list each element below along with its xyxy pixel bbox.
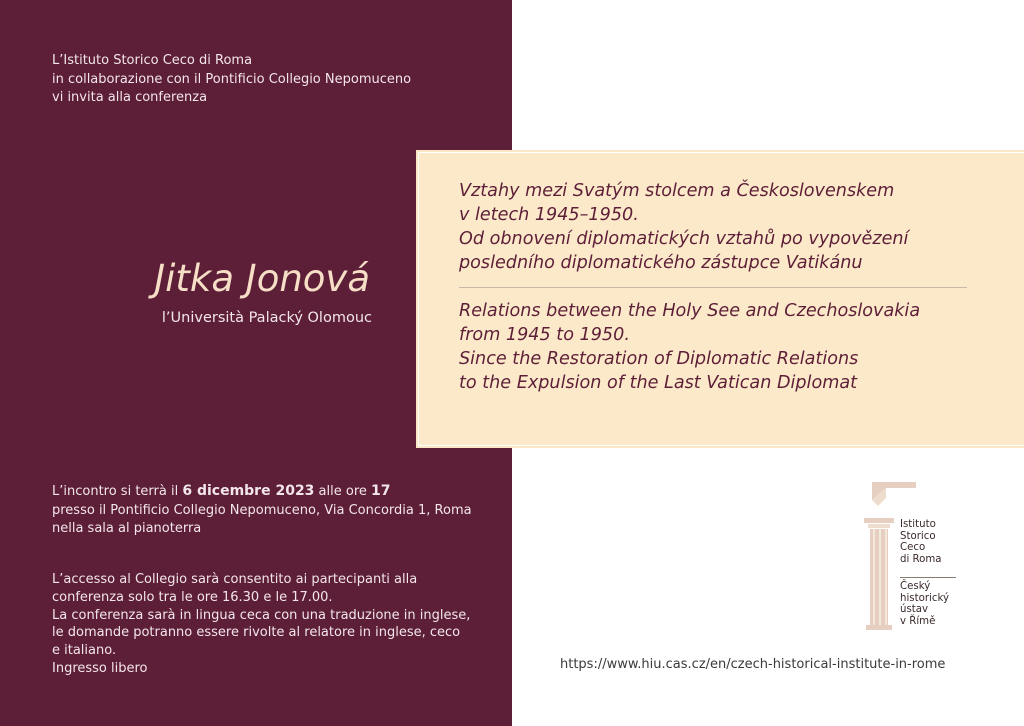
institute-url[interactable]: https://www.hiu.cas.cz/en/czech-historical-institute-in-rome (560, 657, 946, 672)
logo-line: Ceco (900, 542, 926, 554)
title-cz-line: posledního diplomatického zástupce Vatikánu (459, 253, 863, 273)
event-date: 6 dicembre 2023 (182, 483, 315, 499)
logo-line: ústav (900, 604, 929, 616)
event-venue: presso il Pontificio Collegio Nepomuceno, Via Concordia 1, Roma (52, 502, 472, 518)
event-date-line (52, 482, 472, 502)
access-line: le domande potranno essere rivolte al relatore in inglese, ceco (52, 625, 461, 641)
date-prefix: L’incontro si terrà il (52, 484, 183, 499)
title-cz-line: v letech 1945–1950. (459, 205, 639, 225)
title-en-line: Since the Restoration of Diplomatic Relations (459, 349, 859, 369)
logo-divider (900, 577, 956, 578)
intro-text (52, 52, 411, 108)
logo-line: di Roma (900, 553, 942, 565)
title-en-line: to the Expulsion of the Last Vatican Diplomat (459, 373, 858, 393)
speaker-affiliation: l’Università Palacký Olomouc (161, 310, 372, 326)
title-en-line: Relations between the Holy See and Czechoslovakia (459, 301, 921, 321)
title-en-line: from 1945 to 1950. (459, 325, 630, 345)
intro-line: vi invita alla conferenza (52, 90, 208, 105)
lecture-title-box (418, 152, 1024, 446)
hour-prefix: alle ore (314, 484, 372, 499)
lecture-title (459, 179, 979, 395)
logo-text-czech (900, 581, 949, 627)
access-info (52, 571, 470, 678)
logo-line: historický (900, 592, 950, 604)
title-cz-line: Od obnovení diplomatických vztahů po vypovězení (459, 229, 909, 249)
institute-logo (860, 478, 964, 634)
logo-line: Storico (900, 530, 936, 542)
logo-line: Istituto (900, 519, 936, 530)
title-cz-line: Vztahy mezi Svatým stolcem a Československem (459, 181, 895, 201)
intro-line: L’Istituto Storico Ceco di Roma (52, 53, 253, 68)
access-line: L’accesso al Collegio sarà consentito ai partecipanti alla (52, 572, 418, 587)
logo-line: Český (900, 581, 931, 592)
access-line: e italiano. (52, 643, 117, 659)
speaker-name: Jitka Jonová (154, 257, 370, 300)
event-details (52, 482, 472, 539)
logo-text-italian (900, 519, 942, 565)
access-line: La conferenza sarà in lingua ceca con una traduzione in inglese, (52, 607, 471, 623)
logo-line: v Římě (900, 615, 936, 627)
access-line: conferenza solo tra le ore 16.30 e le 17.00. (52, 589, 333, 605)
title-divider (459, 287, 967, 288)
event-room: nella sala al pianoterra (52, 521, 202, 536)
intro-line: in collaborazione con il Pontificio Collegio Nepomuceno (52, 71, 412, 87)
access-line: Ingresso libero (52, 660, 148, 676)
event-hour: 17 (371, 483, 391, 499)
